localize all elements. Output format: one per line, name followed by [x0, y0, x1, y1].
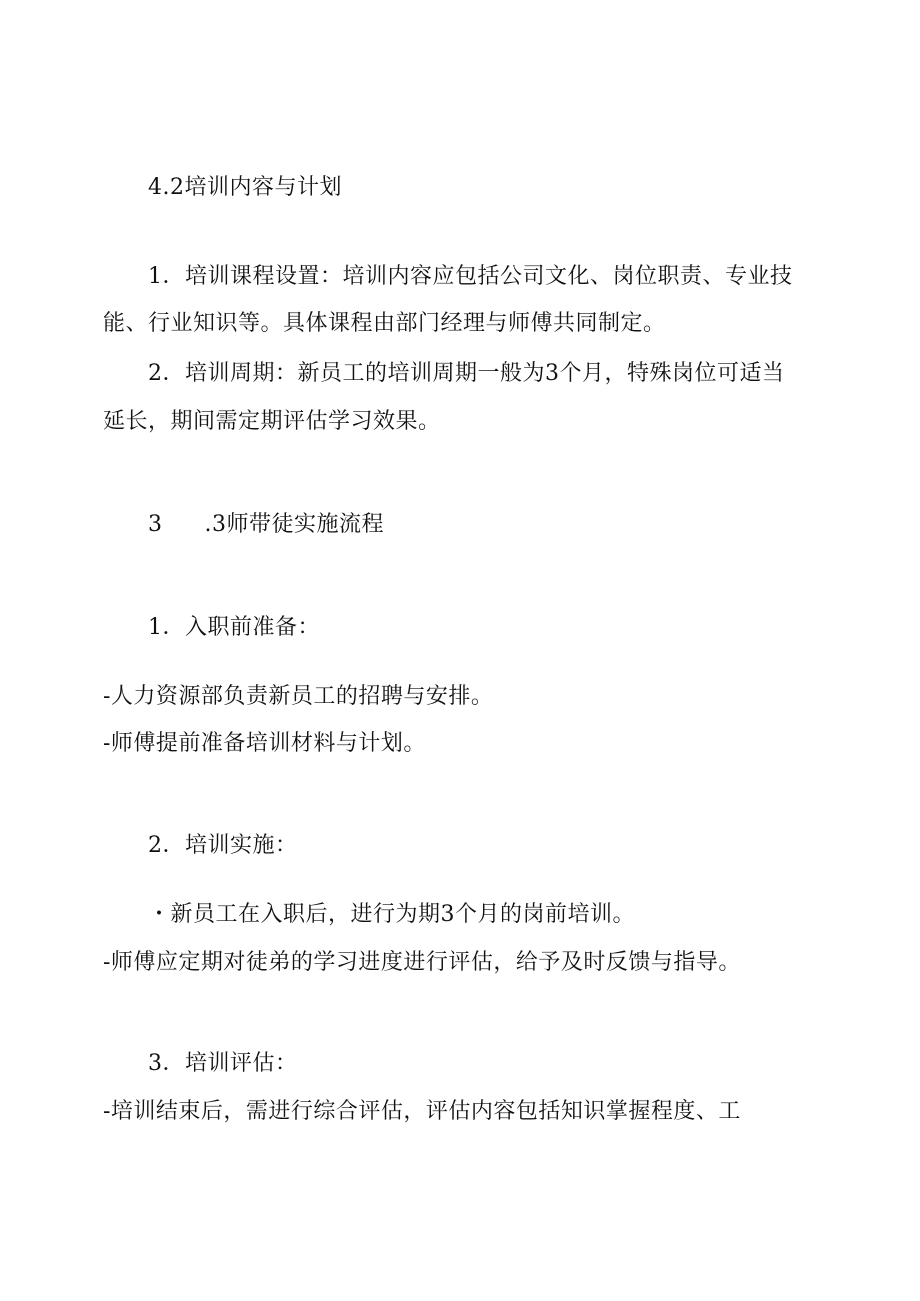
step-1-bullet-2: -师傅提前准备培训材料与计划。: [103, 731, 426, 756]
step-2-bullet-1: ・新员工在入职后，进行为期3个月的岗前培训。: [148, 902, 635, 927]
step-3-title: 3．培训评估：: [148, 1051, 298, 1076]
step-1-title: 1．入职前准备：: [148, 615, 320, 640]
section-heading-3: [148, 510, 384, 540]
step-2-bullet-2: -师傅应定期对徒弟的学习进度进行评估，给予及时反馈与指导。: [103, 950, 741, 975]
paragraph-item-2-line-2: 延长，期间需定期评估学习效果。: [103, 409, 441, 434]
step-1-bullet-1: -人力资源部负责新员工的招聘与安排。: [103, 684, 494, 709]
section-heading-3-title: .3师带徒实施流程: [204, 512, 384, 537]
paragraph-item-1-line-1: 1．培训课程设置：培训内容应包括公司文化、岗位职责、专业技: [148, 264, 793, 289]
section-heading-3-number: 3: [148, 512, 163, 537]
paragraph-item-2-line-1: 2．培训周期：新员工的培训周期一般为3个月，特殊岗位可适当: [148, 361, 785, 386]
section-heading-4-2: 4.2培训内容与计划: [148, 175, 342, 200]
step-3-bullet-1: -培训结束后，需进行综合评估，评估内容包括知识掌握程度、工: [103, 1099, 741, 1124]
step-2-title: 2．培训实施：: [148, 833, 298, 858]
paragraph-item-1-line-2: 能、行业知识等。具体课程由部门经理与师傅共同制定。: [103, 311, 666, 336]
